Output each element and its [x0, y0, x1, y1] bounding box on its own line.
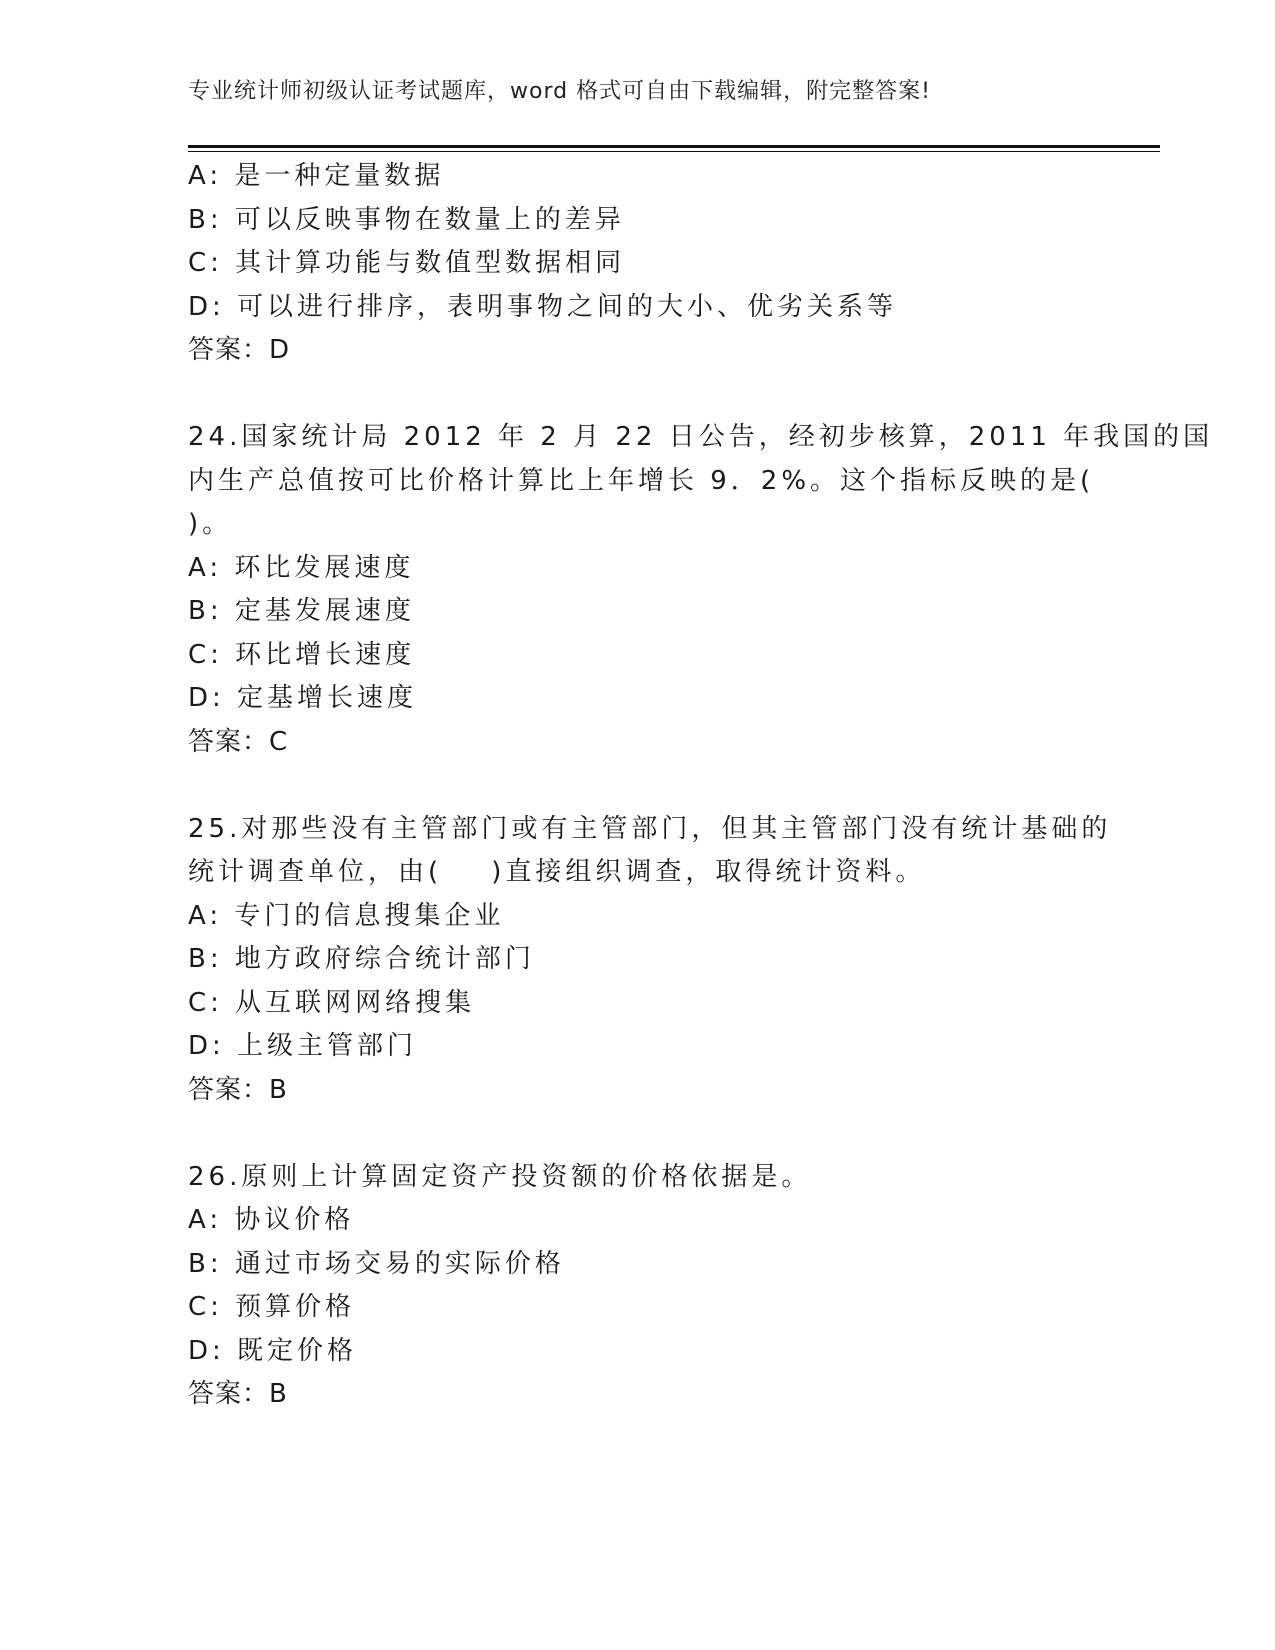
q26-option-d: D: 既定价格 — [188, 1336, 358, 1366]
header-rule-thin — [188, 151, 1160, 152]
q25-stem-line-1: 25.对那些没有主管部门或有主管部门，但其主管部门没有统计基础的 — [188, 814, 1112, 844]
q23-option-a: A: 是一种定量数据 — [188, 161, 445, 191]
header-rule-thick — [188, 145, 1160, 148]
q25-answer: 答案：B — [188, 1075, 288, 1105]
q25-option-b: B: 地方政府综合统计部门 — [188, 944, 535, 974]
q26-stem-line-1: 26.原则上计算固定资产投资额的价格依据是。 — [188, 1162, 812, 1192]
q24-stem-line-1: 24.国家统计局 2012 年 2 月 22 日公告，经初步核算，2011 年我国的国 — [188, 422, 1214, 452]
q24-stem-line-2: 内生产总值按可比价格计算比上年增长 9．2%。这个指标反映的是( — [188, 466, 1095, 496]
q24-option-b: B: 定基发展速度 — [188, 596, 415, 626]
q24-stem-line-3: )。 — [188, 509, 233, 539]
q25-option-c: C: 从互联网网络搜集 — [188, 988, 476, 1018]
q23-option-d: D: 可以进行排序，表明事物之间的大小、优劣关系等 — [188, 292, 898, 322]
q26-option-a: A: 协议价格 — [188, 1205, 355, 1235]
q26-answer: 答案：B — [188, 1379, 288, 1409]
page-header: 专业统计师初级认证考试题库，word 格式可自由下载编辑，附完整答案! — [188, 79, 931, 104]
q23-option-c: C: 其计算功能与数值型数据相同 — [188, 248, 626, 278]
q26-option-b: B: 通过市场交易的实际价格 — [188, 1249, 565, 1279]
q25-stem-line-2: 统计调查单位，由( )直接组织调查，取得统计资料。 — [188, 857, 926, 887]
q26-option-c: C: 预算价格 — [188, 1292, 356, 1322]
q24-answer: 答案：C — [188, 727, 289, 757]
q24-option-a: A: 环比发展速度 — [188, 553, 415, 583]
q25-option-d: D: 上级主管部门 — [188, 1031, 418, 1061]
q25-option-a: A: 专门的信息搜集企业 — [188, 901, 505, 931]
q24-option-c: C: 环比增长速度 — [188, 640, 416, 670]
q23-answer: 答案：D — [188, 335, 291, 365]
q23-option-b: B: 可以反映事物在数量上的差异 — [188, 205, 625, 235]
q24-option-d: D: 定基增长速度 — [188, 683, 418, 713]
